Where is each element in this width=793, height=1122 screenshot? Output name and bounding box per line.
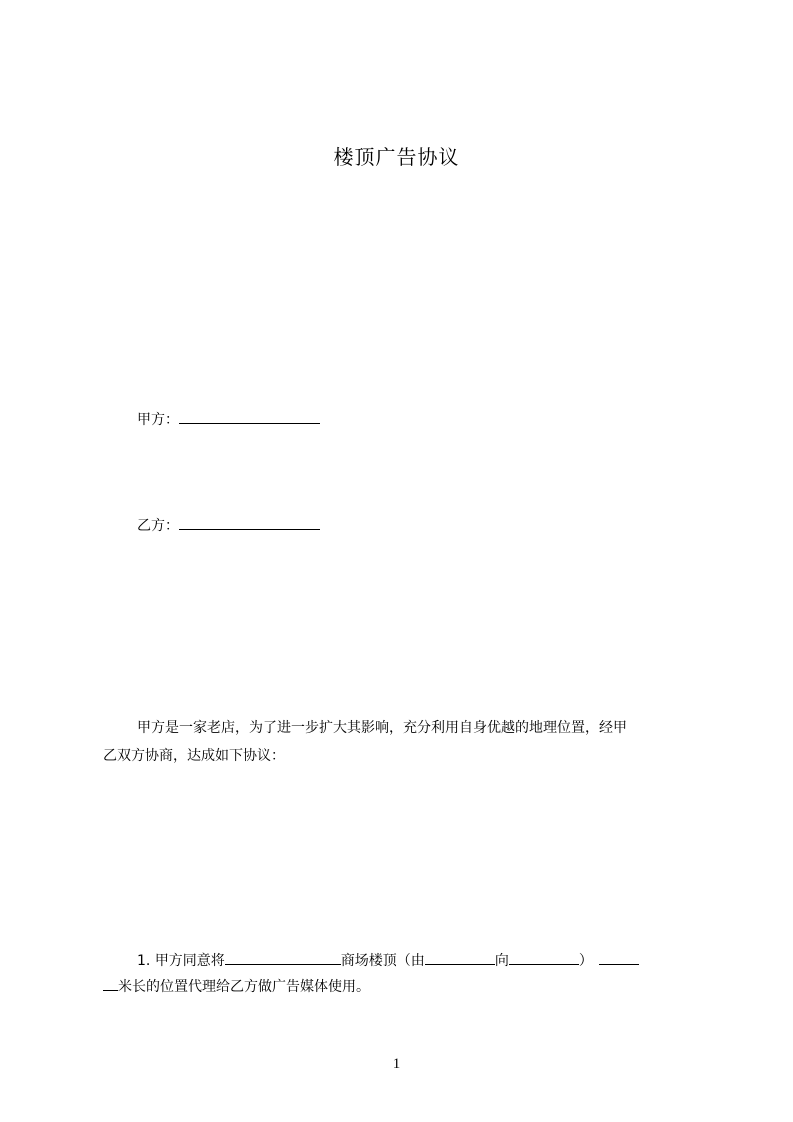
intro-paragraph-line-1: 甲方是一家老店，为了进一步扩大其影响，充分利用自身优越的地理位置，经甲 xyxy=(137,720,627,736)
party-a-label: 甲方： xyxy=(137,412,179,428)
party-a-blank[interactable] xyxy=(179,408,320,424)
page-number: 1 xyxy=(392,1056,401,1072)
document-title: 楼顶广告协议 xyxy=(333,145,460,169)
clause-1-to-blank[interactable] xyxy=(509,949,579,965)
clause-1-line-1 xyxy=(137,949,639,971)
clause-1-text-e: 米长的位置代理给乙方做广告媒体使用。 xyxy=(118,979,370,995)
clause-1-length-blank-a[interactable] xyxy=(599,949,639,965)
clause-1-number: 1. xyxy=(137,953,151,969)
clause-1-text-d: ） xyxy=(578,953,593,969)
party-b-blank[interactable] xyxy=(179,514,320,530)
intro-paragraph-line-2: 乙双方协商，达成如下协议： xyxy=(103,748,285,764)
clause-1-text-b: 商场楼顶（由 xyxy=(340,953,425,969)
clause-1-from-blank[interactable] xyxy=(425,949,495,965)
party-b-label: 乙方： xyxy=(137,518,179,534)
clause-1-text-a: 甲方同意将 xyxy=(154,953,225,969)
clause-1-mall-blank[interactable] xyxy=(225,949,341,965)
party-a-line xyxy=(137,408,320,430)
clause-1-line-2 xyxy=(103,975,370,997)
party-b-line xyxy=(137,514,320,536)
clause-1-text-c: 向 xyxy=(494,953,509,969)
clause-1-length-blank-b[interactable] xyxy=(103,975,118,991)
